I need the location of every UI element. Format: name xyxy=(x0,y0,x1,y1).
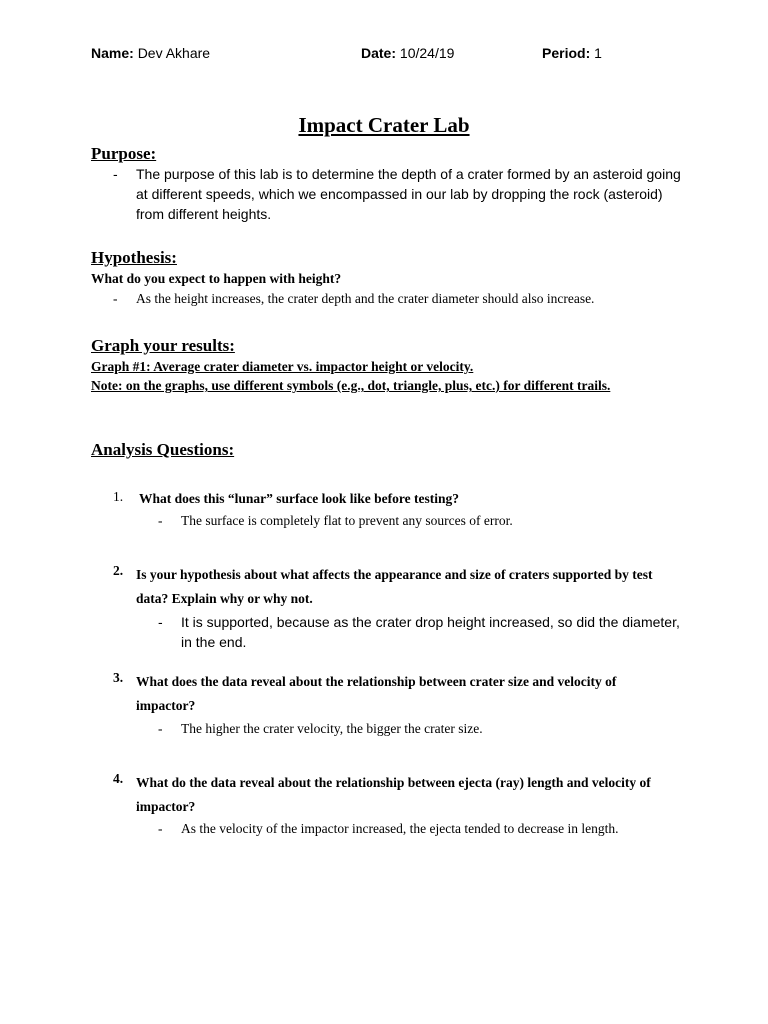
date-field xyxy=(361,45,454,61)
date-label: Date: xyxy=(361,45,397,61)
answer-dash: - xyxy=(158,513,163,528)
question-text: What does the data reveal about the relationship between crater size and velocity of impactor? xyxy=(136,674,617,713)
answer-dash: - xyxy=(158,821,163,836)
question-2 xyxy=(0,563,768,613)
period-label: Period: xyxy=(542,45,591,61)
answer-text: The surface is completely flat to prevent any sources of error. xyxy=(181,513,513,528)
answer-1 xyxy=(0,513,768,533)
question-number: 4. xyxy=(113,771,124,786)
question-4 xyxy=(0,771,768,821)
question-text: What do the data reveal about the relationship between ejecta (ray) length and velocity of impactor? xyxy=(136,775,651,814)
answer-2 xyxy=(0,612,768,654)
question-text: Is your hypothesis about what affects the appearance and size of craters supported by test data? Explain why or why not. xyxy=(136,567,653,606)
answer-3 xyxy=(0,721,768,741)
period-value: 1 xyxy=(594,45,602,61)
answer-dash: - xyxy=(158,614,163,630)
page-title: Impact Crater Lab xyxy=(298,113,470,137)
graph-instruction-2: Note: on the graphs, use different symbols (e.g., dot, triangle, plus, etc.) for different trails. xyxy=(91,378,611,393)
question-3 xyxy=(0,670,768,720)
purpose-dash: - xyxy=(113,166,118,182)
answer-4 xyxy=(0,821,768,841)
question-text: What does this “lunar” surface look like before testing? xyxy=(139,491,459,506)
hypothesis-bullet xyxy=(0,291,768,311)
question-number: 2. xyxy=(113,563,124,578)
hypothesis-answer: As the height increases, the crater depth and the crater diameter should also increase. xyxy=(136,291,595,306)
analysis-heading: Analysis Questions: xyxy=(91,440,235,459)
purpose-bullet xyxy=(0,164,768,226)
purpose-heading: Purpose: xyxy=(91,144,157,163)
answer-text: As the velocity of the impactor increased, the ejecta tended to decrease in length. xyxy=(181,821,619,836)
period-field xyxy=(542,45,602,61)
name-field xyxy=(91,45,210,61)
name-value: Dev Akhare xyxy=(137,45,211,61)
graph-heading: Graph your results: xyxy=(91,336,235,355)
graph-instruction-1: Graph #1: Average crater diameter vs. impactor height or velocity. xyxy=(91,359,474,374)
question-number: 3. xyxy=(113,670,124,685)
purpose-text: The purpose of this lab is to determine the depth of a crater formed by an asteroid going at different speeds, which we encompassed in our lab by dropping the rock (asteroid) from different heights. xyxy=(136,166,681,222)
date-value: 10/24/19 xyxy=(399,45,455,61)
question-1 xyxy=(0,489,768,509)
hypothesis-dash: - xyxy=(113,291,118,306)
question-number: 1. xyxy=(113,489,124,504)
answer-text: The higher the crater velocity, the bigger the crater size. xyxy=(181,721,483,736)
answer-text: It is supported, because as the crater drop height increased, so did the diameter, in the end. xyxy=(181,614,680,650)
name-label: Name: xyxy=(91,45,134,61)
hypothesis-question: What do you expect to happen with height? xyxy=(91,271,342,286)
hypothesis-heading: Hypothesis: xyxy=(91,248,177,267)
answer-dash: - xyxy=(158,721,163,736)
